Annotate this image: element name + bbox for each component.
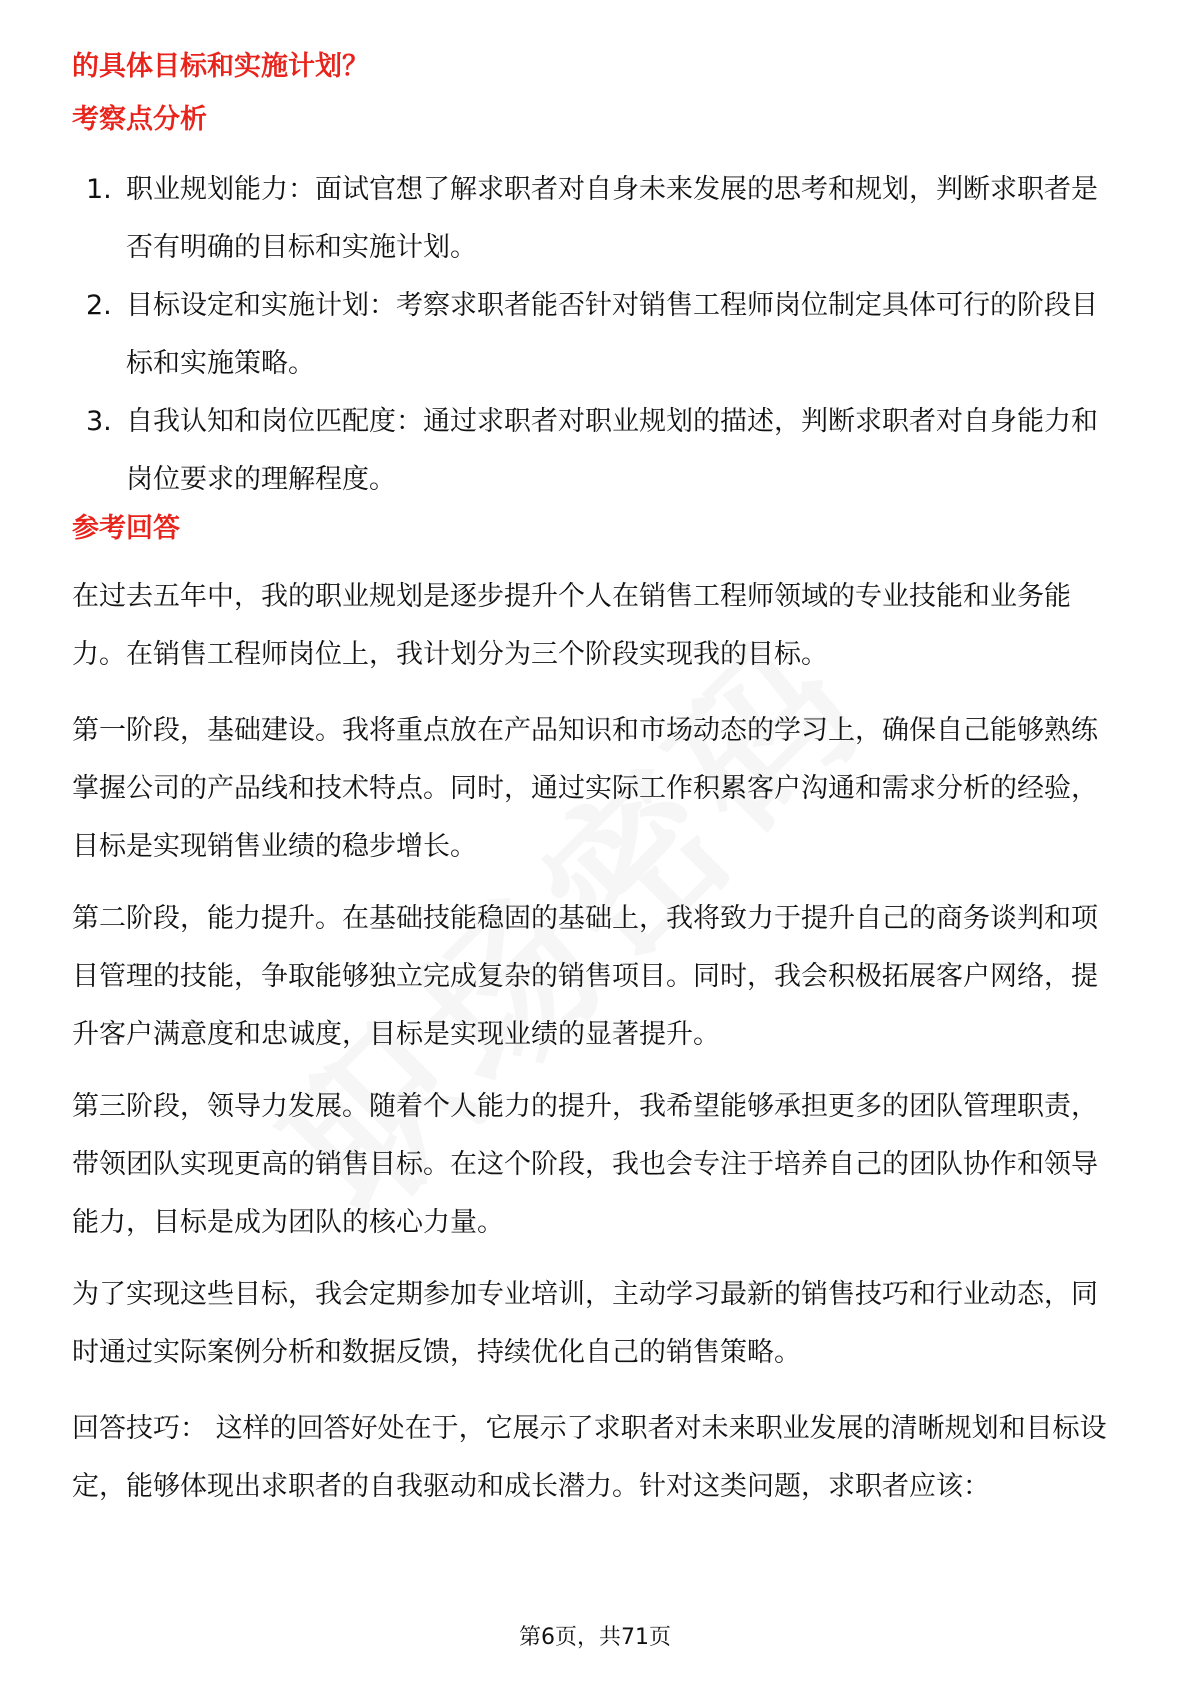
answer-paragraph: 在过去五年中，我的职业规划是逐步提升个人在销售工程师领域的专业技能和业务能力。在销售工程师岗位上，我计划分为三个阶段实现我的目标。: [72, 581, 1071, 670]
question-title: 的具体目标和实施计划？: [72, 51, 369, 82]
analysis-heading: 考察点分析: [72, 104, 207, 135]
answer-paragraph: 第三阶段，领导力发展。随着个人能力的提升，我希望能够承担更多的团队管理职责，带领团队实现更高的销售目标。在这个阶段，我也会专注于培养自己的团队协作和领导能力，目标是成为团队的核心力量。: [72, 1091, 1098, 1238]
answer-paragraph: 第二阶段，能力提升。在基础技能稳固的基础上，我将致力于提升自己的商务谈判和项目管理的技能，争取能够独立完成复杂的销售项目。同时，我会积极拓展客户网络，提升客户满意度和忠诚度，目标是实现业绩的显著提升。: [72, 903, 1098, 1050]
list-number: 1.: [86, 174, 112, 205]
answer-tips-paragraph: 回答技巧： 这样的回答好处在于，它展示了求职者对未来职业发展的清晰规划和目标设定，能够体现出求职者的自我驱动和成长潜力。针对这类问题，求职者应该：: [72, 1413, 1107, 1502]
list-item: [72, 393, 1122, 509]
list-text: 职业规划能力：面试官想了解求职者对自身未来发展的思考和规划，判断求职者是否有明确的目标和实施计划。: [126, 174, 1098, 263]
list-number: 2.: [86, 290, 112, 321]
answer-heading: 参考回答: [72, 513, 180, 544]
analysis-list: [72, 161, 1122, 509]
page-number: 第6页，共71页: [519, 1625, 671, 1650]
answer-paragraph: 第一阶段，基础建设。我将重点放在产品知识和市场动态的学习上，确保自己能够熟练掌握公司的产品线和技术特点。同时，通过实际工作积累客户沟通和需求分析的经验，目标是实现销售业绩的稳步增长。: [72, 715, 1098, 862]
list-item: [72, 161, 1122, 277]
list-text: 目标设定和实施计划：考察求职者能否针对销售工程师岗位制定具体可行的阶段目标和实施策略。: [126, 290, 1098, 379]
answer-paragraph: 为了实现这些目标，我会定期参加专业培训，主动学习最新的销售技巧和行业动态，同时通过实际案例分析和数据反馈，持续优化自己的销售策略。: [72, 1279, 1098, 1368]
list-text: 自我认知和岗位匹配度：通过求职者对职业规划的描述，判断求职者对自身能力和岗位要求的理解程度。: [126, 406, 1098, 495]
list-number: 3.: [86, 406, 112, 437]
list-item: [72, 277, 1122, 393]
